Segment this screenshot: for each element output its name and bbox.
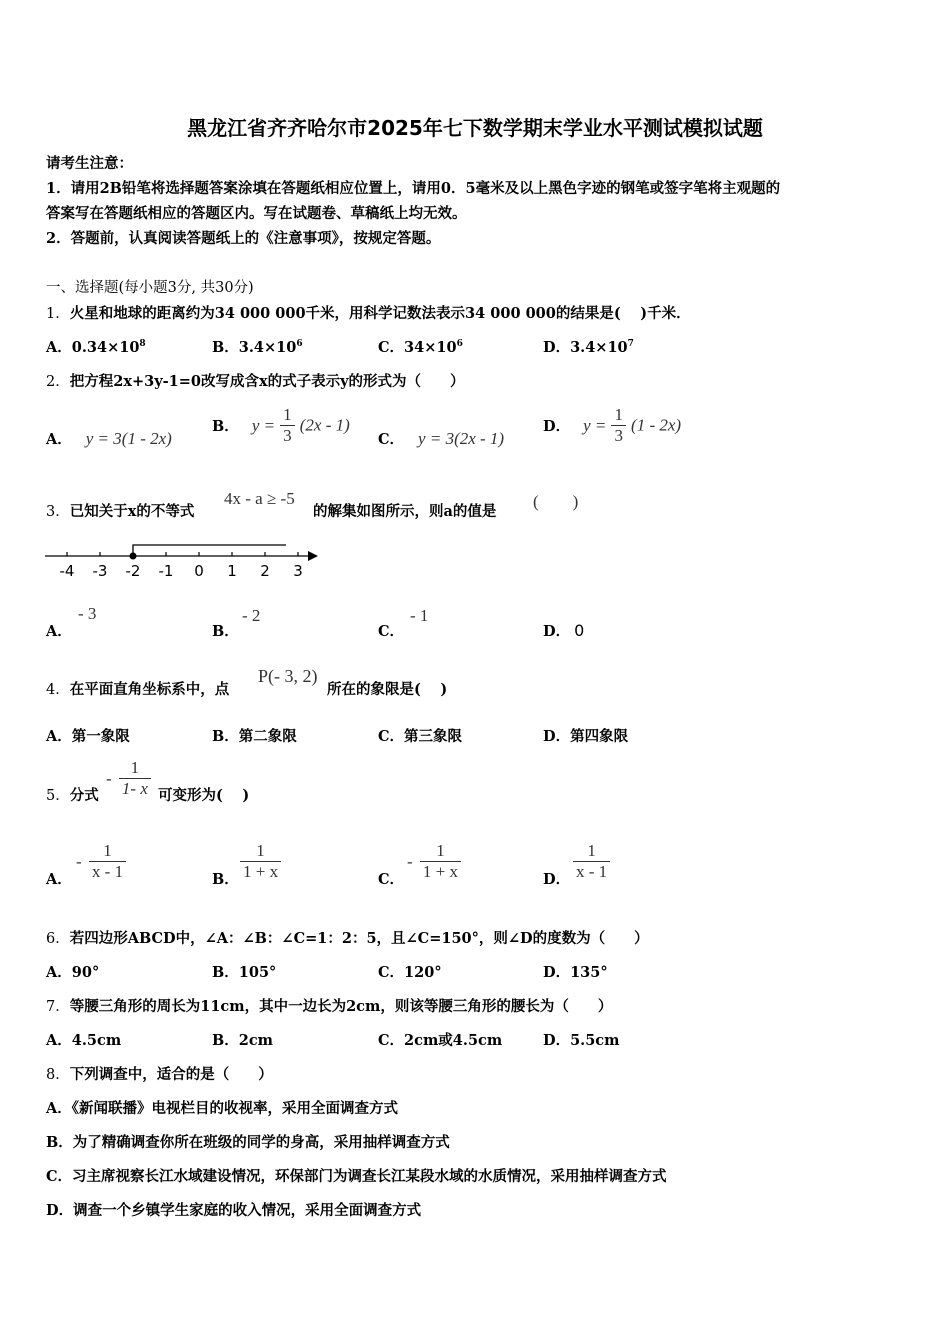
q5-fraction: - $\frac{1}{1- x}$ [106, 758, 151, 799]
q8-option-a[interactable]: A．《新闻联播》电视栏目的收视率，采用全面调查方式 [46, 1100, 399, 1117]
question-text: 等腰三角形的周长为11cm，其中一边长为2cm，则该等腰三角形的腰长为（ ） [69, 998, 613, 1015]
question-number: 7． [46, 999, 70, 1015]
notice-line-2: 2．答题前，认真阅读答题纸上的《注意事项》，按规定答题。 [46, 230, 441, 247]
q8-option-d[interactable]: D．调查一个乡镇学生家庭的收入情况，采用全面调查方式 [46, 1202, 422, 1219]
q8-option-b[interactable]: B．为了精确调查你所在班级的同学的身高，采用抽样调查方式 [46, 1134, 450, 1151]
q7-option-b[interactable]: B．2cm [212, 1032, 274, 1049]
q2-option-b[interactable]: B． y = $\frac{1}{3}$ (2x - 1) [212, 405, 350, 445]
question-text-a: 分式 [69, 787, 99, 804]
question-1 [46, 302, 691, 323]
question-text-b: 的解集如图所示，则a的值是 [313, 503, 497, 520]
q1-option-a[interactable]: A．$0.34\times 10^8$ [46, 339, 146, 356]
question-number: 5． [46, 788, 70, 804]
question-number: 6． [46, 931, 70, 947]
number-line-label: 3 [293, 562, 303, 580]
notice-heading: 请考生注意： [46, 155, 133, 172]
number-line-arrow [308, 551, 318, 561]
question-number: 1． [46, 306, 70, 322]
q5-option-c[interactable]: C． [378, 871, 405, 888]
q5-option-c-value: - $\frac{1}{1 + x}$ [407, 841, 461, 882]
q4-option-b[interactable]: B．第二象限 [212, 728, 297, 745]
q4-option-c[interactable]: C．第三象限 [378, 728, 463, 745]
q5-option-b[interactable]: B． [212, 871, 239, 888]
question-number: 8． [46, 1067, 70, 1083]
q3-option-a[interactable]: A． [46, 623, 72, 640]
question-number: 2． [46, 374, 70, 390]
question-text: 火星和地球的距离约为34 000 000千米，用科学记数法表示34 000 000的结果是( )千米． [69, 305, 691, 322]
q7-option-a[interactable]: A．4.5cm [46, 1032, 122, 1049]
q3-inequality: 4x - a ≥ -5 [224, 489, 295, 508]
q6-option-c[interactable]: C．120° [378, 964, 442, 981]
q6-option-d[interactable]: D．135° [543, 964, 608, 981]
question-text-b: 可变形为( ) [158, 787, 250, 804]
solution-bracket [133, 545, 286, 556]
question-text-b: 所在的象限是( ) [327, 681, 448, 698]
question-2 [46, 370, 465, 391]
question-number: 4． [46, 682, 70, 698]
q2-option-d[interactable]: D． y = $\frac{1}{3}$ (1 - 2x) [543, 405, 682, 445]
question-text: 把方程2x+3y-1=0改写成含x的式子表示y的形式为（ ） [69, 373, 465, 390]
q5-option-b-value: $\frac{1}{1 + x}$ [240, 841, 281, 882]
q1-option-d[interactable]: D．$3.4\times 10^7$ [543, 339, 634, 356]
question-4 [46, 678, 229, 699]
q7-option-c[interactable]: C．2cm或4.5cm [378, 1032, 503, 1049]
number-line-label: -1 [158, 562, 174, 580]
question-3 [46, 500, 194, 521]
q3-option-a-value: - 3 [78, 604, 97, 623]
q5-option-a-value: - $\frac{1}{x - 1}$ [76, 841, 126, 882]
question-number: 3． [46, 504, 70, 520]
question-5 [46, 784, 99, 805]
q8-option-c[interactable]: C．习主席视察长江水域建设情况，环保部门为调查长江某段水域的水质情况，采用抽样调查方式 [46, 1168, 667, 1185]
section-heading: 一、选择题(每小题3分, 共30分) [46, 280, 254, 296]
q3-option-c-value: - 1 [410, 606, 429, 625]
question-text-a: 在平面直角坐标系中，点 [69, 681, 230, 698]
q3-option-c[interactable]: C． [378, 623, 405, 640]
q6-option-a[interactable]: A．90° [46, 964, 100, 981]
q2-option-a[interactable]: A． y = 3(1 - 2x) [46, 429, 172, 448]
q7-option-d[interactable]: D．5.5cm [543, 1032, 620, 1049]
q4-option-d[interactable]: D．第四象限 [543, 728, 629, 745]
q6-option-b[interactable]: B．105° [212, 964, 277, 981]
question-7 [46, 995, 612, 1016]
number-line [40, 538, 330, 584]
q1-option-b[interactable]: B．$3.4\times 10^6$ [212, 339, 303, 356]
q4-point: P(- 3, 2) [258, 666, 318, 686]
q5-option-d-value: $\frac{1}{x - 1}$ [573, 841, 610, 882]
q2-option-c[interactable]: C． y = 3(2x - 1) [378, 429, 505, 448]
question-8 [46, 1063, 273, 1084]
answer-blank: ( ) [533, 492, 579, 511]
number-line-label: -3 [92, 562, 108, 580]
question-text: 若四边形ABCD中，∠A：∠B：∠C=1：2：5，且∠C=150°，则∠D的度数为（ ） [69, 930, 649, 947]
notice-line-1b: 答案写在答题纸相应的答题区内。写在试题卷、草稿纸上均无效。 [46, 205, 467, 222]
q4-option-a[interactable]: A．第一象限 [46, 728, 130, 745]
number-line-label: -2 [125, 562, 141, 580]
q3-option-b[interactable]: B． [212, 623, 239, 640]
question-text: 下列调查中，适合的是（ ） [69, 1066, 273, 1083]
question-text-a: 已知关于x的不等式 [69, 503, 195, 520]
notice-line-1a: 1．请用2B铅笔将选择题答案涂填在答题纸相应位置上，请用0．5毫米及以上黑色字迹的钢笔或签字笔将主观题的 [46, 180, 781, 197]
q3-option-b-value: - 2 [242, 606, 261, 625]
number-line-label: 1 [227, 562, 237, 580]
q5-option-a[interactable]: A． [46, 871, 72, 888]
q5-option-d[interactable]: D． [543, 871, 571, 888]
q1-option-c[interactable]: C．$34\times 10^6$ [378, 339, 463, 356]
number-line-label: 0 [194, 562, 204, 580]
number-line-label: 2 [260, 562, 270, 580]
page-title: 黑龙江省齐齐哈尔市2025年七下数学期末学业水平测试模拟试题 [187, 116, 763, 140]
q3-option-d[interactable]: D． 0 [543, 621, 585, 640]
question-6 [46, 927, 649, 948]
number-line-label: -4 [59, 562, 75, 580]
